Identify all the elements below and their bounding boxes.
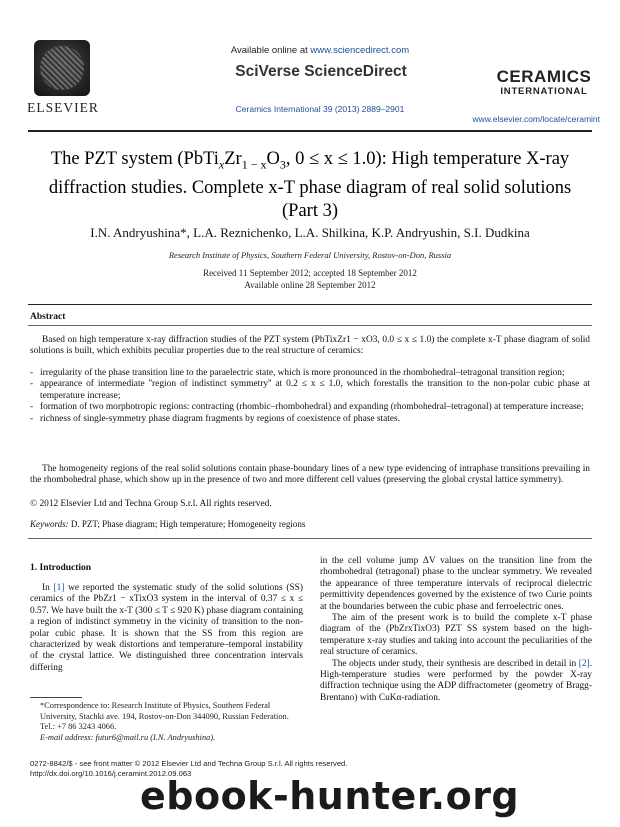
- list-item: - richness of single-symmetry phase diagram fragments by regions of coexistence of phase states.: [30, 414, 590, 425]
- citation-link[interactable]: [2]: [578, 658, 590, 669]
- keywords: Keywords: D. PZT; Phase diagram; High temperature; Homogeneity regions: [30, 519, 306, 529]
- available-online-line: Available online at www.sciencedirect.com: [230, 45, 410, 56]
- sciencedirect-link[interactable]: www.sciencedirect.com: [310, 45, 410, 56]
- abstract-heading: Abstract: [30, 312, 66, 322]
- copyright-line: © 2012 Elsevier Ltd and Techna Group S.r.l. All rights reserved.: [30, 499, 272, 509]
- column-left: [30, 583, 303, 674]
- journal-logo: CERAMICS INTERNATIONAL: [496, 67, 592, 97]
- list-item: - irregularity of the phase transition line to the paraelectric state, which is more pronounced in the rhombohedral–tetragonal transition region;: [30, 368, 590, 379]
- citation-link[interactable]: [1]: [53, 583, 65, 593]
- list-item: - appearance of intermediate ''region of indistinct symmetry'' at 0.2 ≤ x ≤ 1.0, which forestalls the transition to the non-polar cubic phase at temperature increase;: [30, 379, 590, 402]
- affiliation: Research Institute of Physics, Southern Federal University, Rostov-on-Don, Russia: [168, 250, 452, 260]
- abstract-top-divider: [28, 304, 592, 305]
- article-title: The PZT system ($PbTi_xZr_{1 - x}O_3$, 0 ≤ x ≤ 1.0): High temperature X-ray diffraction studies. Complete x-T phase diagram of real solid solutions (Part 3): [48, 149, 572, 221]
- publisher-name: ELSEVIER: [27, 100, 99, 115]
- elsevier-tree-logo: [34, 40, 90, 96]
- abstract-outro: The homogeneity regions of the real solid solutions contain phase-boundary lines of a new type evidencing of intraphase transitions prevailing in the rhombohedral phase, which show up in the presence of two and more different cell values (preserving the global crystal lattice symmetry).: [30, 464, 590, 486]
- platform-name: SciVerse ScienceDirect: [235, 63, 407, 80]
- column-right: [320, 556, 592, 704]
- keywords-divider: [28, 538, 592, 539]
- paragraph: The objects under study, their synthesis are described in detail in [2]. High-temperature studies were performed by the powder X-ray diffraction technique using the ADP diffractometer (geometry of Bragg-Brentano) with CuKα-radiation.: [320, 658, 592, 703]
- section-heading-introduction: 1. Introduction: [30, 563, 92, 573]
- abstract-findings-list: [30, 368, 590, 425]
- email-address[interactable]: E-mail address: futur6@mail.ru (I.N. Andryushina).: [40, 732, 216, 742]
- issn-doi: 0272-8842/$ - see front matter © 2012 Elsevier Ltd and Techna Group S.r.l. All rights reserved. http://dx.doi.org/10.1016/j.ceramint.2012.09.063: [30, 759, 370, 779]
- header-divider: [28, 130, 592, 132]
- journal-homepage-link[interactable]: www.elsevier.com/locate/ceramint: [472, 114, 600, 124]
- journal-reference[interactable]: Ceramics International 39 (2013) 2889–2901: [235, 104, 405, 114]
- article-dates: Received 11 September 2012; accepted 18 September 2012 Available online 28 September 2012: [203, 268, 417, 290]
- list-item: - formation of two morphotropic regions: contracting (rhombic–rhombohedral) and expanding (rhombohedral–tetragonal) at temperature increase;: [30, 402, 590, 413]
- paragraph: In [1] we reported the systematic study of the solid solutions (SS) ceramics of the PbZr1 − xTixO3 system in the interval of 0.37 ≤ x ≤ 0.57. We have built the x-T (300 ≤ T ≤ 920 K) phase diagram containing a region of indistinct symmetry in the vicinity of transition to the non-polar cubic phase. It is shown that the SS from this region are characterized by weak distortions and temperature–temporal instability of the crystal lattice. We distinguished three concentration intervals differing: [30, 583, 303, 673]
- paragraph: in the cell volume jump ΔV values on the transition line from the rhombohedral (tetragonal) phase to the unclear symmetry. We revealed the appearance of three temperature intervals of reciprocal dielectric permittivity dependences governed by the existence of two Curie points at the boundaries between the cubic phase and ferroelectric ones.: [320, 556, 592, 612]
- abstract-intro: Based on high temperature x-ray diffraction studies of the PZT system (PbTixZr1 − xO3, 0.0 ≤ x ≤ 1.0) the complete x-T phase diagram of solid solutions is built, which exhibits peculiar properties due to the real structure of ceramics:: [30, 335, 590, 357]
- footnote: *Correspondence to: Research Institute of Physics, Southern Federal University, Stachki ave. 194, Rostov-on-Don 344090, Russian Federation. Tel.: +7 86 3243 4066. E-mail address: futur6@mail.ru (I.N. Andryushina).: [30, 701, 303, 743]
- footnote-divider: [30, 697, 82, 698]
- doi-link[interactable]: http://dx.doi.org/10.1016/j.ceramint.2012.09.063: [30, 769, 192, 778]
- author-list: I.N. Andryushina*, L.A. Reznichenko, L.A. Shilkina, K.P. Andryushin, S.I. Dudkina: [90, 225, 530, 240]
- watermark: ebook-hunter.org: [140, 774, 520, 818]
- paragraph: The aim of the present work is to build the complete x-T phase diagram of the (PbZrxTixO3) PZT SS system based on the high-temperature x-ray studies and taking into account the peculiarities of the real structure of ceramics.: [320, 613, 592, 658]
- abstract-heading-divider: [28, 325, 592, 326]
